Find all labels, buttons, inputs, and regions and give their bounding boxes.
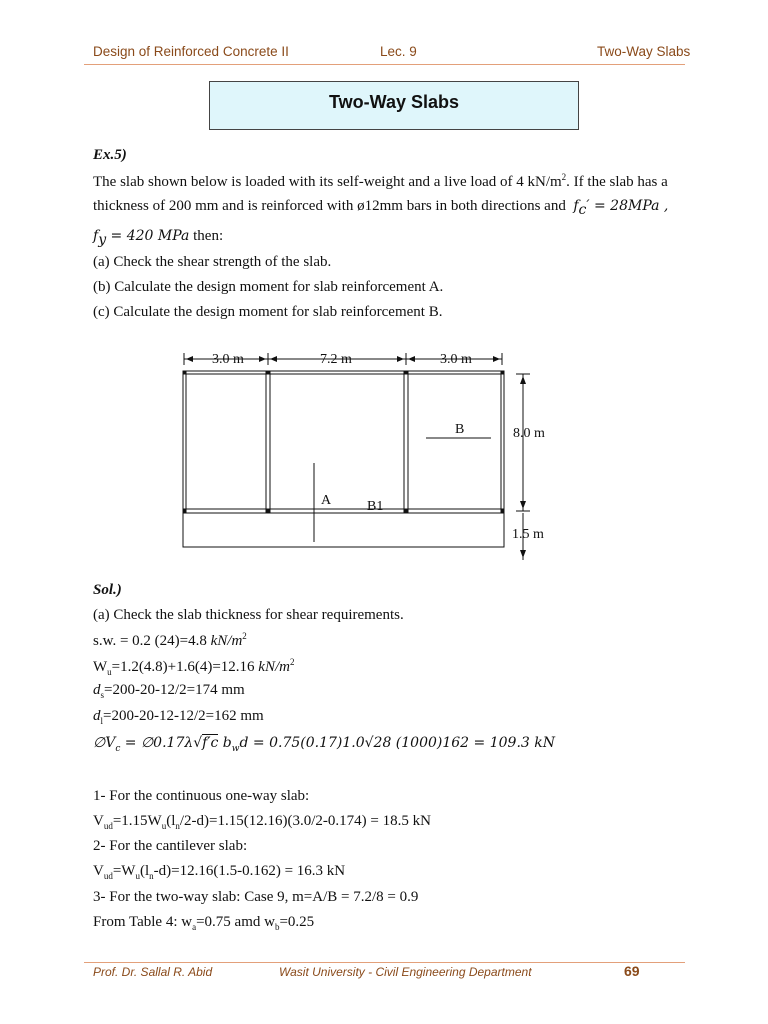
- solution-label: Sol.): [93, 582, 122, 598]
- example-para-2: thickness of 200 mm and is reinforced with ø12mm bars in both directions and $f_c' = 28MPa$ ,: [93, 198, 669, 218]
- reinforcement-a-label: A: [321, 493, 332, 508]
- shear-capacity-equation: $\emptyset V_c$ = ∅0.17λ√f′c $b_wd = 0.75(0.17)1.0√28$ (1000)162 = 109.3 kN: [93, 735, 555, 754]
- footer-department: Wasit University - Civil Engineering Department: [279, 965, 532, 979]
- example-para-1: The slab shown below is loaded with its self-weight and a live load of 4 $kN/m^2$. If the slab has a: [93, 172, 668, 190]
- footer-author: Prof. Dr. Sallal R. Abid: [93, 965, 213, 979]
- question-b: (b) Calculate the design moment for slab reinforcement A.: [93, 279, 444, 295]
- span-1-label: 3.0 m: [212, 352, 244, 367]
- example-para-3: $f_y = 420$ MPa then:: [93, 228, 224, 248]
- case-1-shear: $V_{ud}=1.15W_u(l_n/2-d)=1.15(12.16)(3.0/2-0.174) = 18.5$ kN: [93, 813, 431, 831]
- span-2-label: 7.2 m: [320, 352, 352, 367]
- page-number: 69: [624, 963, 640, 979]
- table-4-line: From Table 4: $w_a=0.75$ amd $w_b=0.25$: [93, 914, 315, 932]
- reinforcement-b-label: B: [455, 422, 465, 437]
- footer-rule: [84, 962, 685, 963]
- factored-load-line: $W_u=1.2(4.8)+1.6(4)=12.16$ $kN/m^2$: [93, 657, 295, 677]
- solution-part-a: (a) Check the slab thickness for shear requirements.: [93, 607, 404, 623]
- dl-line: $d_l=200-20-12-12/2=162$ mm: [93, 708, 264, 726]
- ds-line: $d_s=200-20-12/2=174$ mm: [93, 682, 245, 700]
- header-lecture: Lec. 9: [380, 44, 417, 59]
- slab-outline: [183, 371, 504, 547]
- question-a: (a) Check the shear strength of the slab.: [93, 254, 332, 270]
- case-3-heading: 3- For the two-way slab: Case 9, m=A/B = 7.2/8 = 0.9: [93, 889, 419, 905]
- example-label: Ex.5): [93, 147, 127, 163]
- header-topic: Two-Way Slabs: [597, 44, 691, 59]
- case-1-heading: 1- For the continuous one-way slab:: [93, 788, 310, 804]
- height-label: 8.0 m: [513, 426, 545, 441]
- question-c: (c) Calculate the design moment for slab reinforcement B.: [93, 304, 443, 320]
- page-title: Two-Way Slabs: [328, 92, 460, 112]
- case-2-heading: 2- For the cantilever slab:: [93, 838, 248, 854]
- cantilever-label: 1.5 m: [512, 527, 544, 542]
- self-weight-line: s.w. = 0.2 (24)=4.8 $kN/m^2$: [93, 631, 247, 649]
- case-2-shear: $V_{ud}=W_u(l_n-d)=12.16(1.5-0.162) = 16.3$ kN: [93, 863, 346, 881]
- beam-b1-label: B1: [367, 499, 384, 514]
- header-course: Design of Reinforced Concrete II: [93, 44, 289, 59]
- dimension-arrows: [186, 356, 526, 558]
- span-3-label: 3.0 m: [440, 352, 472, 367]
